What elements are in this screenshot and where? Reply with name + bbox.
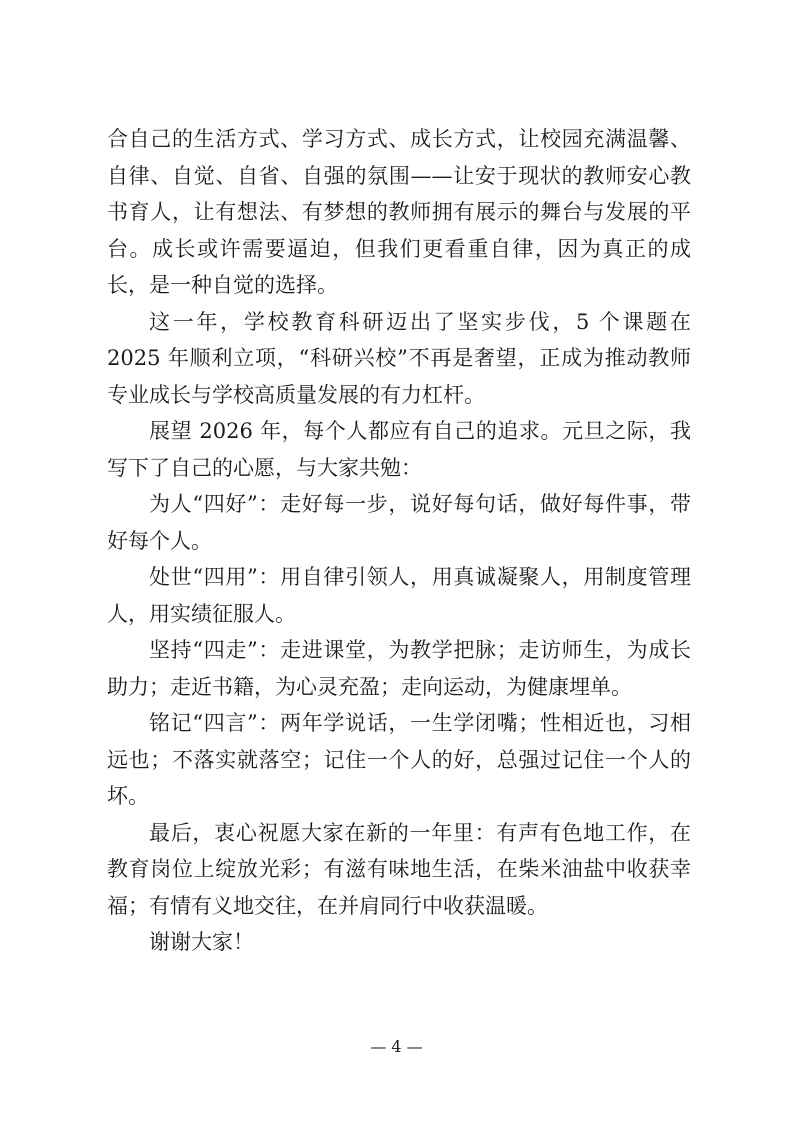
paragraph-four-walks: 坚持“四走”：走进课堂，为教学把脉；走访师生，为成长助力；走近书籍，为心灵充盈；走向运动，为健康埋单。 — [107, 638, 691, 699]
paragraph-research: 这一年，学校教育科研迈出了坚实步伐，5 个课题在 2025 年顺利立项，“科研兴校”不再是奢望，正成为推动教师专业成长与学校高质量发展的有力杠杆。 — [107, 309, 691, 407]
paragraph-four-goods: 为人“四好”：走好每一步，说好每句话，做好每件事，带好每个人。 — [107, 492, 691, 553]
paragraph-thanks: 谢谢大家！ — [149, 930, 254, 954]
paragraph-outlook: 展望 2026 年，每个人都应有自己的追求。元旦之际，我写下了自己的心愿，与大家共勉： — [107, 419, 691, 480]
paragraph-continued: 合自己的生活方式、学习方式、成长方式，让校园充满温馨、自律、自觉、自省、自强的氛围——让安于现状的教师安心教书育人，让有想法、有梦想的教师拥有展示的舞台与发展的平台。成长或许需要逼迫，但我们更看重自律，因为真正的成长，是一种自觉的选择。 — [107, 127, 691, 297]
body-text — [107, 121, 691, 961]
paragraph-four-uses: 处世“四用”：用自律引领人，用真诚凝聚人，用制度管理人，用实绩征服人。 — [107, 565, 691, 626]
paragraph-four-sayings: 铭记“四言”：两年学说话，一生学闭嘴；性相近也，习相远也；不落实就落空；记住一个人的好，总强过记住一个人的坏。 — [107, 711, 691, 808]
page-number: — 4 — — [370, 1037, 423, 1056]
paragraph-wishes: 最后，衷心祝愿大家在新的一年里：有声有色地工作，在教育岗位上绽放光彩；有滋有味地生活，在柴米油盐中收获幸福；有情有义地交往，在并肩同行中收获温暖。 — [107, 820, 691, 918]
